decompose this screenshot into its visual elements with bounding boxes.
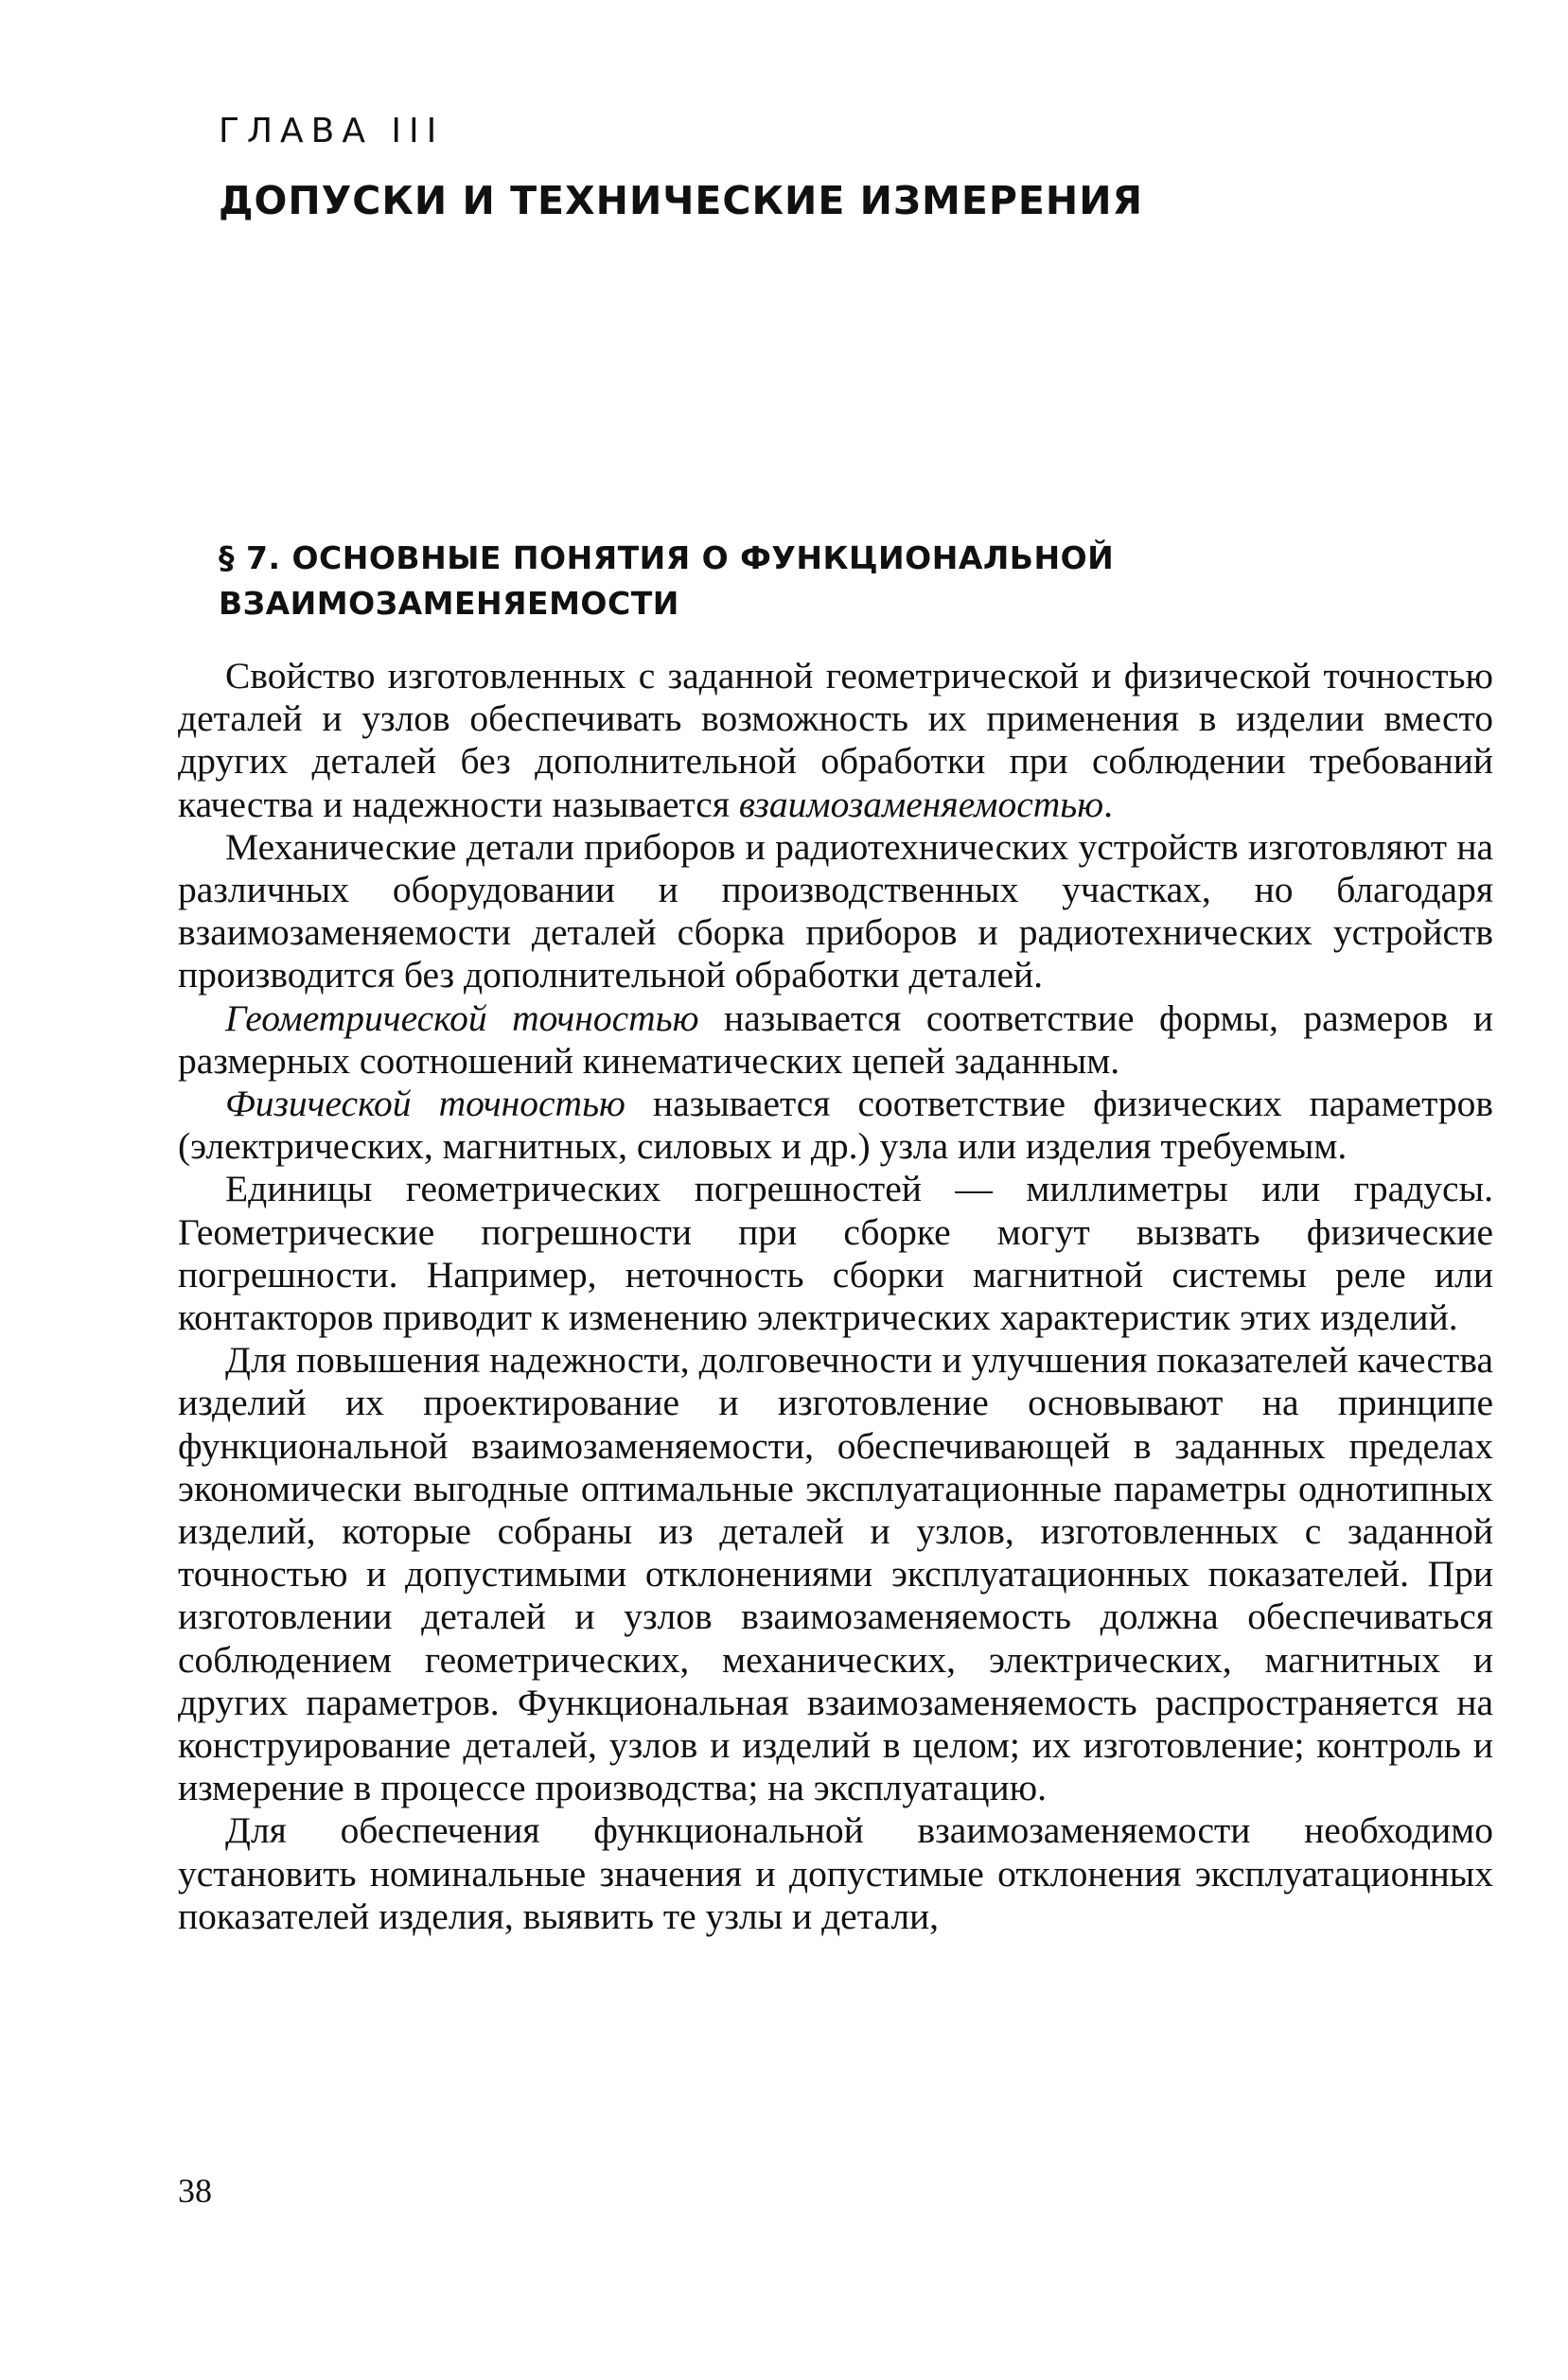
term-interchangeability: взаимозаменяемостью [738, 783, 1104, 825]
paragraph-4-text: называется соответствие физических параметров (электрических, магнитных, силовых и др.) узла или изделия требуемым. [178, 1083, 1493, 1168]
paragraph-2: Механические детали приборов и радиотехнических устройств изготовляют на различных оборудовании и производственных участках, но благодаря взаимозаменяемости деталей сборка приборов и радиотехнических устройств производится без дополнительной обработки деталей. [178, 825, 1493, 996]
paragraph-5: Единицы геометрических погрешностей — миллиметры или градусы. Геометрические погрешности при сборке могут вызвать физические погрешности. Например, неточность сборки магнитной системы реле или контакторов приводит к изменению электрических характеристик этих изделий. [178, 1168, 1493, 1339]
paragraph-3 [178, 997, 1493, 1083]
section-heading: § 7. ОСНОВНЫЕ ПОНЯТИЯ О ФУНКЦИОНАЛЬНОЙ ВЗАИМОЗАМЕНЯЕМОСТИ [219, 539, 1115, 622]
chapter-label: ГЛАВА III [219, 112, 445, 150]
paragraph-3-text: называется соответствие формы, размеров и размерных соотношений кинематических цепей заданным. [178, 996, 1493, 1082]
term-geometric-accuracy: Геометрической точностью [225, 996, 699, 1039]
paragraph-4 [178, 1083, 1493, 1168]
body-text [178, 655, 1493, 1938]
page-number: 38 [178, 2172, 212, 2210]
paragraph-7: Для обеспечения функциональной взаимозаменяемости необходимо установить номинальные значения и допустимые отклонения эксплуатационных показателей изделия, выявить те узлы и детали, [178, 1809, 1493, 1937]
chapter-title: ДОПУСКИ И ТЕХНИЧЕСКИЕ ИЗМЕРЕНИЯ [219, 178, 1144, 223]
term-physical-accuracy: Физической точностью [225, 1083, 625, 1125]
paragraph-1 [178, 655, 1493, 826]
paragraph-1-text: Свойство изготовленных с заданной геометрической и физической точностью деталей и узлов обеспечивать возможность их применения в изделии вместо других деталей без дополнительной обработки при соблюдении требований качества и надежности называется [178, 655, 1493, 825]
paragraph-1-end: . [1103, 783, 1113, 825]
paragraph-6: Для повышения надежности, долговечности и улучшения показателей качества изделий их проектирование и изготовление основывают на принципе функциональной взаимозаменяемости, обеспечивающей в заданных пределах экономически выгодные оптимальные эксплуатационные параметры однотипных изделий, которые собраны из деталей и узлов, изготовленных с заданной точностью и допустимыми отклонениями эксплуатационных показателей. При изготовлении деталей и узлов взаимозаменяемость должна обеспечиваться соблюдением геометрических, механических, электрических, магнитных и других параметров. Функциональная взаимозаменяемость распространяется на конструирование деталей, узлов и изделий в целом; их изготовление; контроль и измерение в процессе производства; на эксплуатацию. [178, 1339, 1493, 1809]
